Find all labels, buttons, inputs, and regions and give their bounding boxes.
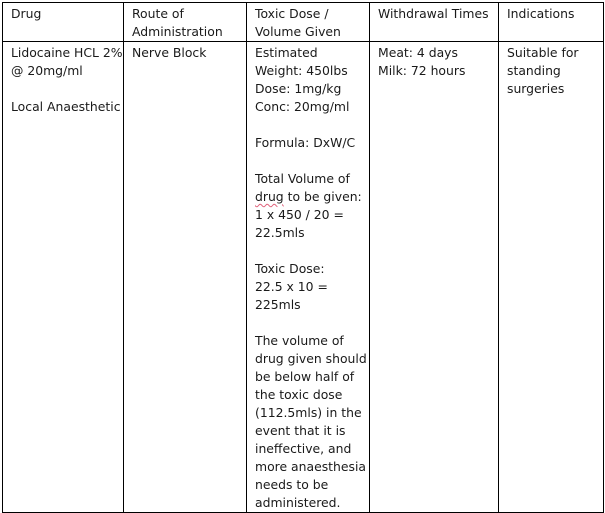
- toxic-dose-rate: Dose: 1mg/kg: [255, 81, 342, 96]
- volume-calc-line-1: 1 x 450 / 20 =: [255, 207, 344, 222]
- header-drug-label: Drug: [11, 6, 42, 21]
- volume-calc-line-2: 22.5mls: [255, 225, 305, 240]
- withdrawal-milk: Milk: 72 hours: [378, 63, 466, 78]
- table-row: [3, 42, 604, 513]
- total-volume-line-2-rest: to be given:: [283, 189, 362, 204]
- note-line-1: The volume of: [255, 333, 344, 348]
- header-route-line-2: Administration: [132, 24, 223, 39]
- toxic-dose-label: Toxic Dose:: [255, 261, 325, 276]
- note-line-10: administered.: [255, 495, 341, 510]
- indications-line-3: surgeries: [507, 81, 565, 96]
- cell-route: [124, 42, 247, 513]
- note-line-9: needs to be: [255, 477, 329, 492]
- indications-line-2: standing: [507, 63, 561, 78]
- toxic-calc-line-2: 225mls: [255, 297, 301, 312]
- note-line-3: be below half of: [255, 369, 355, 384]
- indications-line-1: Suitable for: [507, 45, 579, 60]
- withdrawal-meat: Meat: 4 days: [378, 45, 458, 60]
- toxic-estimated: Estimated: [255, 45, 318, 60]
- toxic-formula: Formula: DxW/C: [255, 135, 356, 150]
- toxic-conc: Conc: 20mg/ml: [255, 99, 350, 114]
- spellcheck-word[interactable]: drug: [255, 189, 284, 204]
- note-line-5: (112.5mls) in the: [255, 405, 362, 420]
- note-line-8: more anaesthesia: [255, 459, 366, 474]
- note-line-4: the toxic dose: [255, 387, 343, 402]
- drug-class: Local Anaesthetic: [11, 99, 121, 114]
- header-toxic-line-2: Volume Given: [255, 24, 341, 39]
- header-drug: [3, 3, 124, 42]
- route-value: Nerve Block: [132, 45, 207, 60]
- header-route-line-1: Route of: [132, 6, 184, 21]
- header-toxic-line-1: Toxic Dose /: [255, 6, 329, 21]
- total-volume-line-2: [255, 188, 363, 206]
- cell-toxic-dose: [247, 42, 370, 513]
- header-withdrawal-label: Withdrawal Times: [378, 6, 489, 21]
- total-volume-line-1: Total Volume of: [255, 171, 350, 186]
- header-route: [124, 3, 247, 42]
- drug-name: Lidocaine HCL 2%: [11, 45, 123, 60]
- cell-drug: [3, 42, 124, 513]
- note-line-7: ineffective, and: [255, 441, 352, 456]
- header-indications: [499, 3, 604, 42]
- cell-indications: [499, 42, 604, 513]
- header-indications-label: Indications: [507, 6, 575, 21]
- drug-concentration: @ 20mg/ml: [11, 63, 83, 78]
- drug-table: [2, 2, 604, 513]
- note-line-2: drug given should: [255, 351, 367, 366]
- toxic-calc-line-1: 22.5 x 10 =: [255, 279, 328, 294]
- header-toxic-dose: [247, 3, 370, 42]
- note-line-6: event that it is: [255, 423, 346, 438]
- toxic-weight: Weight: 450lbs: [255, 63, 348, 78]
- cell-withdrawal: [370, 42, 499, 513]
- header-withdrawal: [370, 3, 499, 42]
- table-header-row: [3, 3, 604, 42]
